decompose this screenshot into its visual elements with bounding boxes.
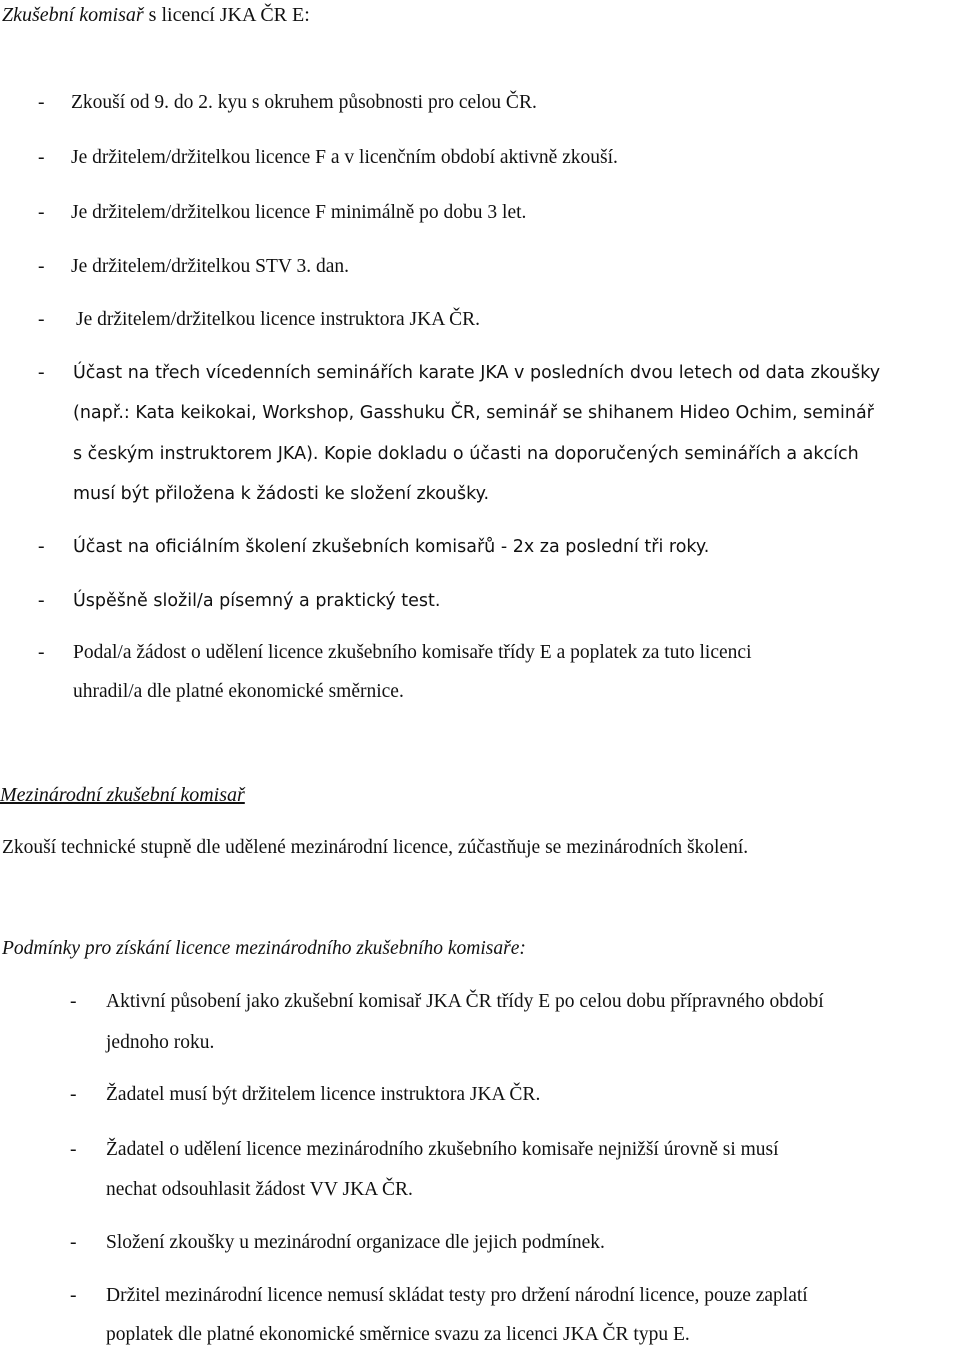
list-dash: - — [38, 256, 45, 277]
list-dash: - — [38, 362, 45, 383]
list-item-continued: s českým instruktorem JKA). Kopie dokladu o účasti na doporučených seminářích a akcích — [73, 444, 859, 464]
list-item: Úspěšně složil/a písemný a praktický test. — [73, 591, 441, 611]
list-item: Účast na třech vícedenních seminářích karate JKA v posledních dvou letech od data zkoušky — [73, 363, 881, 383]
list-item: Je držitelem/držitelkou STV 3. dan. — [71, 256, 349, 277]
international-examiner-description: Zkouší technické stupně dle udělené mezinárodní licence, zúčastňuje se mezinárodních školení. — [2, 837, 749, 858]
list-item: Je držitelem/držitelkou licence F a v licenčním období aktivně zkouší. — [71, 147, 618, 168]
list-dash: - — [70, 1139, 77, 1160]
list-item-continued: jednoho roku. — [106, 1032, 215, 1053]
list-dash: - — [38, 309, 45, 330]
list-dash: - — [70, 1285, 77, 1306]
list-item-continued: poplatek dle platné ekonomické směrnice svazu za licenci JKA ČR typu E. — [106, 1324, 690, 1345]
international-examiner-heading: Mezinárodní zkušební komisař — [0, 784, 245, 806]
list-item: Držitel mezinárodní licence nemusí skládat testy pro držení národní licence, pouze zaplatí — [106, 1285, 808, 1306]
list-dash: - — [38, 147, 45, 168]
section-title — [2, 4, 310, 27]
list-item-continued: nechat odsouhlasit žádost VV JKA ČR. — [106, 1179, 413, 1200]
section-title-italic: Zkušební komisař — [2, 4, 144, 26]
list-item: Aktivní působení jako zkušební komisař JKA ČR třídy E po celou dobu přípravného období — [106, 991, 824, 1012]
list-dash: - — [38, 92, 45, 113]
list-dash: - — [38, 642, 45, 663]
list-dash: - — [38, 202, 45, 223]
list-item: Je držitelem/držitelkou licence instruktora JKA ČR. — [76, 309, 480, 330]
list-item: Je držitelem/držitelkou licence F minimálně po dobu 3 let. — [71, 202, 527, 223]
section-title-rest: s licencí JKA ČR E: — [143, 4, 310, 26]
list-item: Zkouší od 9. do 2. kyu s okruhem působnosti pro celou ČR. — [71, 92, 537, 113]
international-conditions-heading: Podmínky pro získání licence mezinárodního zkušebního komisaře: — [2, 938, 526, 959]
list-dash: - — [38, 590, 45, 611]
list-dash: - — [70, 1084, 77, 1105]
list-item: Žadatel o udělení licence mezinárodního zkušebního komisaře nejnižší úrovně si musí — [106, 1139, 779, 1160]
list-item: Žadatel musí být držitelem licence instruktora JKA ČR. — [106, 1084, 541, 1105]
list-item: Účast na oficiálním školení zkušebních komisařů - 2x za poslední tři roky. — [73, 537, 710, 557]
list-item: Podal/a žádost o udělení licence zkušebního komisaře třídy E a poplatek za tuto licenci — [73, 642, 752, 663]
list-item-continued: uhradil/a dle platné ekonomické směrnice. — [73, 681, 404, 702]
list-item-continued: (např.: Kata keikokai, Workshop, Gasshuku ČR, seminář se shihanem Hideo Ochim, seminář — [73, 403, 874, 423]
list-item-continued: musí být přiložena k žádosti ke složení zkoušky. — [73, 484, 490, 504]
list-item: Složení zkoušky u mezinárodní organizace dle jejich podmínek. — [106, 1232, 605, 1253]
list-dash: - — [70, 1232, 77, 1253]
list-dash: - — [70, 991, 77, 1012]
list-dash: - — [38, 536, 45, 557]
